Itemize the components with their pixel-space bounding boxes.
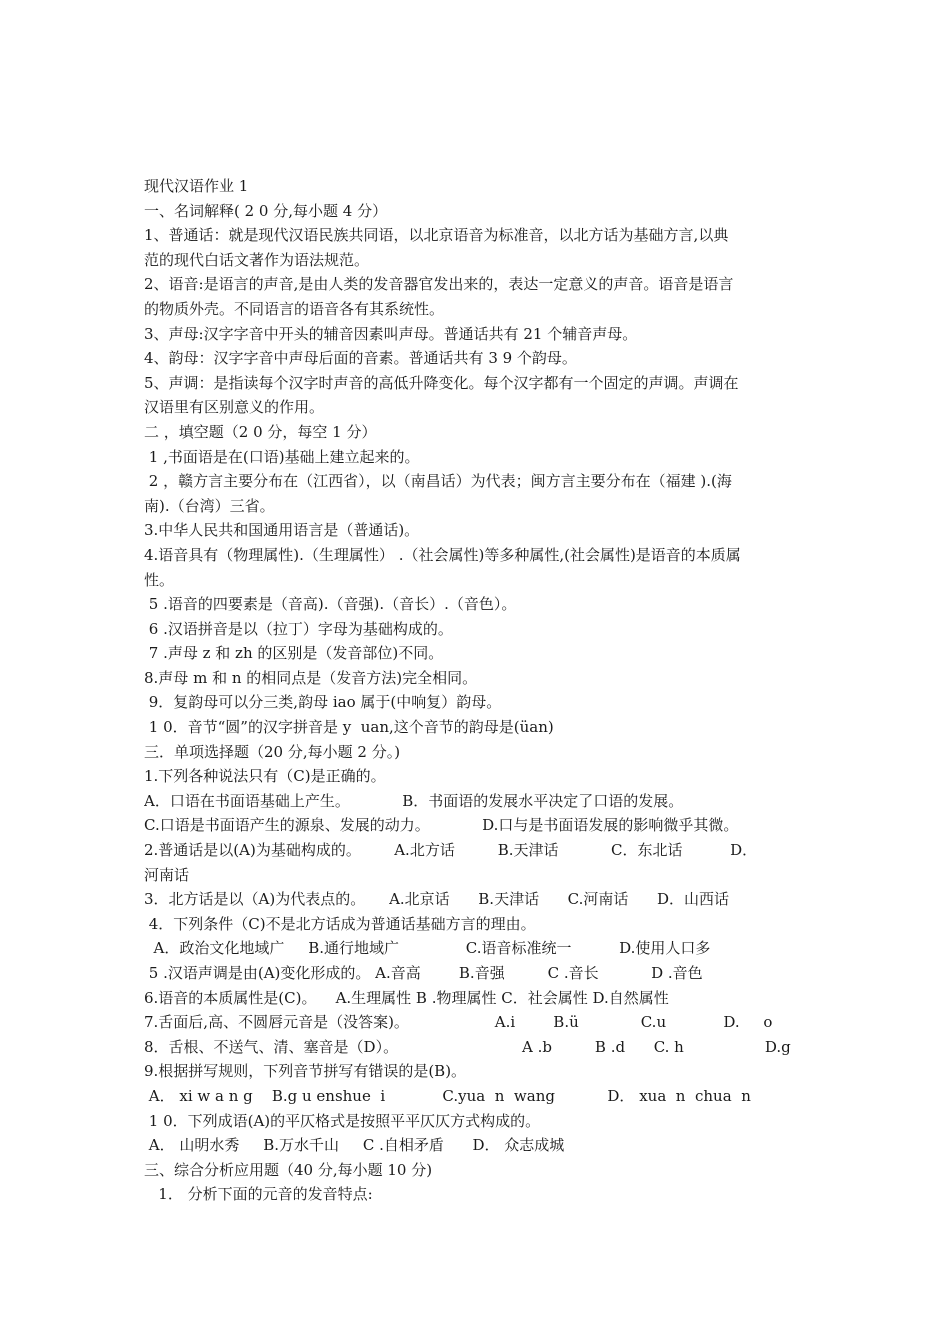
text-line: 1.下列各种说法只有（C)是正确的。 [144, 767, 386, 786]
text-line: A． xi w a n g B.g u enshue i C.yua n wang D． xua n chua n [144, 1086, 751, 1105]
text-line: 1、普通话：就是现代汉语民族共同语，以北京语音为标准音，以北方话为基础方言,以典 [144, 226, 729, 245]
text-line: 4、韵母：汉字字音中声母后面的音素。普通话共有 3 9 个韵母。 [144, 349, 577, 368]
text-line: 1 0．下列成语(A)的平仄格式是按照平平仄仄方式构成的。 [144, 1111, 541, 1130]
text-line: 8.声母 m 和 n 的相同点是（发音方法)完全相同。 [144, 668, 478, 687]
document-title: 现代汉语作业 1 [144, 177, 249, 195]
text-line: 9．复韵母可以分三类,韵母 iao 属于(中响复）韵母。 [144, 693, 502, 712]
text-line: 2、语音:是语言的声音,是由人类的发音器官发出来的，表达一定意义的声音。语音是语言 [144, 275, 734, 294]
text-line: 9.根据拼写规则，下列音节拼写有错误的是(B)。 [144, 1062, 467, 1081]
document-body [144, 174, 816, 1207]
section-heading: 二 ，填空题（2 0 分，每空 1 分） [144, 422, 377, 441]
text-line: 汉语里有区别意义的作用。 [144, 398, 325, 417]
text-line: 1 0．音节“圆”的汉字拼音是 y uan,这个音节的韵母是(üan) [144, 718, 554, 737]
text-line: 5 .语音的四要素是（音高).（音强).（音长）.（音色）。 [144, 595, 517, 614]
text-line: C.口语是书面语产生的源泉、发展的动力。 D.口与是书面语发展的影响微乎其微。 [144, 816, 739, 835]
text-line: 南).（台湾）三省。 [144, 496, 275, 515]
text-line: 1 ,书面语是在(口语)基础上建立起来的。 [144, 447, 420, 466]
text-line: 8．舌根、不送气、清、塞音是（D）。 A .b B .d C. h D.g [144, 1037, 791, 1056]
text-line: 1． 分析下面的元音的发音特点: [144, 1185, 373, 1204]
text-line: A． 山明水秀 B.万水千山 C .自相矛盾 D． 众志成城 [144, 1136, 565, 1155]
text-line: 3、声母:汉字字音中开头的辅音因素叫声母。普通话共有 21 个辅音声母。 [144, 324, 638, 343]
text-line: 7 .声母 z 和 zh 的区别是（发音部位)不同。 [144, 644, 444, 663]
text-line: 4．下列条件（C)不是北方话成为普通话基础方言的理由。 [144, 914, 536, 933]
section-heading: 三、综合分析应用题（40 分,每小题 10 分) [144, 1160, 433, 1179]
section-heading: 三．单项选择题（20 分,每小题 2 分。) [144, 742, 401, 761]
text-line: 3.中华人民共和国通用语言是（普通话)。 [144, 521, 420, 540]
text-line: 3．北方话是以（A)为代表点的。 A.北京话 B.天津话 C.河南话 D．山西话 [144, 890, 730, 909]
text-line: 2 ，赣方言主要分布在（江西省），以（南昌话）为代表；闽方言主要分布在（福建 ).(海 [144, 472, 732, 491]
text-line: 4.语音具有（物理属性).（生理属性） .（社会属性)等多种属性,(社会属性)是语音的本质属 [144, 545, 741, 564]
text-line: 范的现代白话文著作为语法规范。 [144, 250, 370, 269]
text-line: A．口语在书面语基础上产生。 B．书面语的发展水平决定了口语的发展。 [144, 791, 684, 810]
text-line: 性。 [144, 570, 175, 589]
text-line: 2.普通话是以(A)为基础构成的。 A.北方话 B.天津话 C．东北话 D． [144, 841, 758, 860]
text-line: 的物质外壳。不同语言的语音各有其系统性。 [144, 299, 445, 318]
text-line: 5、声调：是指读每个汉字时声音的高低升降变化。每个汉字都有一个固定的声调。声调在 [144, 373, 739, 392]
text-line: 6.语音的本质属性是(C)。 A.生理属性 B .物理属性 C．社会属性 D.自然属性 [144, 988, 669, 1007]
text-line: 河南话 [144, 865, 190, 884]
text-line: 7.舌面后,高、不圆唇元音是（没答案)。 A.i B.ü C.u D. o [144, 1013, 773, 1032]
section-heading: 一、名词解释( 2 0 分,每小题 4 分） [144, 201, 388, 220]
text-line: 5 .汉语声调是由(A)变化形成的。 A.音高 B.音强 C .音长 D .音色 [144, 964, 703, 982]
text-line: A．政治文化地域广 B.通行地域广 C.语音标准统一 D.使用人口多 [144, 939, 711, 958]
text-line: 6 .汉语拼音是以（拉丁）字母为基础构成的。 [144, 619, 453, 638]
